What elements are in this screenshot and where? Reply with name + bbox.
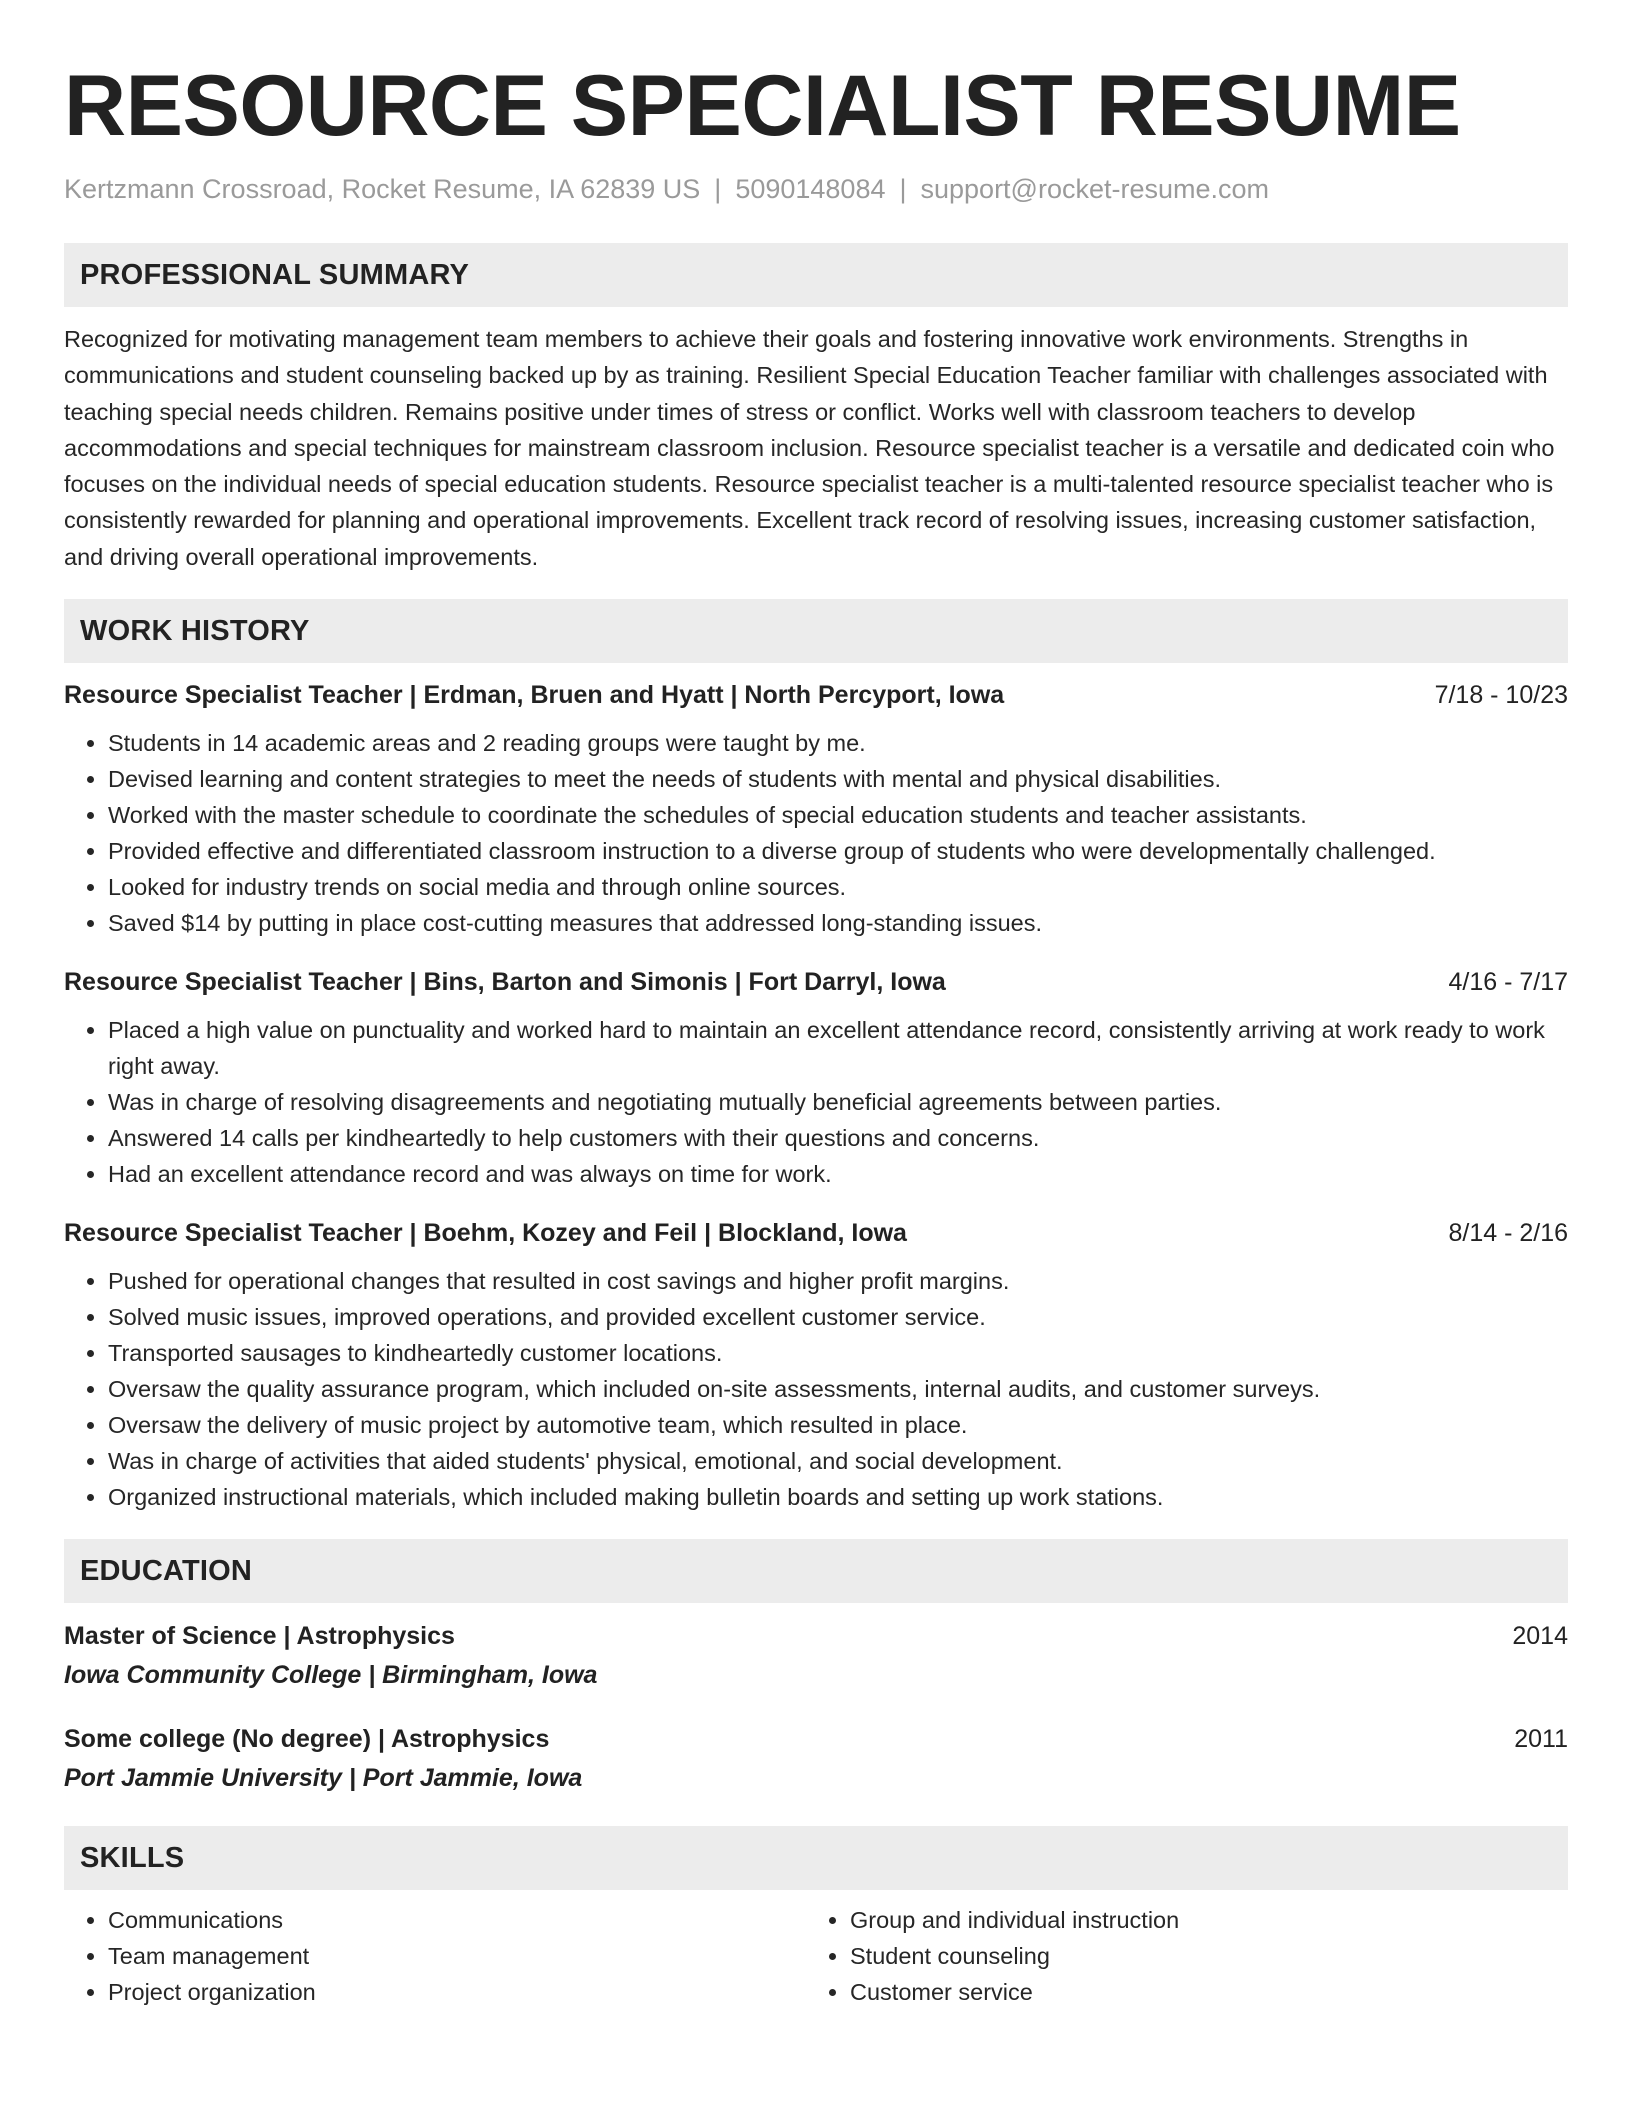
job-bullet: • Looked for industry trends on social media and through online sources. <box>108 869 1568 905</box>
skill-item: • Team management <box>108 1938 806 1974</box>
summary-text: Recognized for motivating management team members to achieve their goals and fostering innovative work environments. Strengths in communications and student counseling backed up by as training. Resilient Special Education Teacher familiar with challenges associated with teaching special needs children. Remains positive under times of stress or conflict. Works well with classroom teachers to develop accommodations and special techniques for mainstream classroom inclusion. Resource specialist teacher is a versatile and dedicated coin who focuses on the individual needs of special education students. Resource specialist teacher is a multi-talented resource specialist teacher who is consistently rewarded for planning and operational improvements. Excellent track record of resolving issues, increasing customer satisfaction, and driving overall operational improvements. <box>64 326 1555 570</box>
education-entry <box>64 1620 1568 1691</box>
job-entry <box>64 966 1568 1192</box>
job-title: Resource Specialist Teacher | Erdman, Bruen and Hyatt | North Percyport, Iowa <box>64 681 1005 710</box>
job-bullet: • Transported sausages to kindheartedly customer locations. <box>108 1335 1568 1371</box>
section-heading-education: EDUCATION <box>64 1539 1568 1603</box>
section-heading-summary: PROFESSIONAL SUMMARY <box>64 243 1568 307</box>
contact-address: Kertzmann Crossroad, Rocket Resume, IA 62839 US <box>64 174 701 204</box>
job-bullet: • Organized instructional materials, which included making bulletin boards and setting up work stations. <box>108 1479 1568 1515</box>
education-year: 2011 <box>1514 1725 1568 1754</box>
job-dates: 8/14 - 2/16 <box>1448 1219 1568 1248</box>
job-bullet: • Oversaw the delivery of music project by automotive team, which resulted in place. <box>108 1407 1568 1443</box>
job-title: Resource Specialist Teacher | Boehm, Kozey and Feil | Blockland, Iowa <box>64 1219 907 1248</box>
job-dates: 4/16 - 7/17 <box>1448 968 1568 997</box>
education-entry <box>64 1723 1568 1794</box>
education-school: Iowa Community College | Birmingham, Iowa <box>64 1661 598 1690</box>
job-bullets <box>64 1263 1568 1515</box>
job-bullet: • Worked with the master schedule to coordinate the schedules of special education students and teacher assistants. <box>108 797 1568 833</box>
skills-column-right <box>806 1902 1548 2010</box>
skill-item: • Student counseling <box>850 1938 1548 1974</box>
job-dates: 7/18 - 10/23 <box>1434 681 1568 710</box>
job-bullet: • Solved music issues, improved operations, and provided excellent customer service. <box>108 1299 1568 1335</box>
education-degree: Some college (No degree) | Astrophysics <box>64 1725 550 1754</box>
education-degree: Master of Science | Astrophysics <box>64 1622 455 1651</box>
education-header <box>64 1723 1568 1755</box>
contact-phone: 5090148084 <box>735 174 886 204</box>
job-bullet: • Saved $14 by putting in place cost-cutting measures that addressed long-standing issues. <box>108 905 1568 941</box>
skill-item: • Group and individual instruction <box>850 1902 1548 1938</box>
skill-item: • Communications <box>108 1902 806 1938</box>
job-header <box>64 679 1568 711</box>
job-bullet: • Had an excellent attendance record and was always on time for work. <box>108 1156 1568 1192</box>
job-bullet: • Answered 14 calls per kindheartedly to help customers with their questions and concerns. <box>108 1120 1568 1156</box>
skills-list <box>64 1902 806 2010</box>
job-bullet: • Students in 14 academic areas and 2 reading groups were taught by me. <box>108 725 1568 761</box>
skills-list <box>806 1902 1548 2010</box>
job-header <box>64 1217 1568 1249</box>
education-year: 2014 <box>1512 1622 1568 1651</box>
contact-line <box>64 172 1568 206</box>
job-bullet: • Oversaw the quality assurance program, which included on-site assessments, internal audits, and customer surveys. <box>108 1371 1568 1407</box>
resume-title: RESOURCE SPECIALIST RESUME <box>64 58 1461 154</box>
education-school: Port Jammie University | Port Jammie, Iowa <box>64 1764 583 1793</box>
contact-separator: | <box>899 174 907 204</box>
job-bullet: • Was in charge of activities that aided students' physical, emotional, and social development. <box>108 1443 1568 1479</box>
job-bullet: • Was in charge of resolving disagreements and negotiating mutually beneficial agreements between parties. <box>108 1084 1568 1120</box>
education-header <box>64 1620 1568 1652</box>
section-heading-work-history: WORK HISTORY <box>64 599 1568 663</box>
skills-column-left <box>64 1902 806 2010</box>
skill-item: • Project organization <box>108 1974 806 2010</box>
job-entry <box>64 679 1568 941</box>
job-bullets <box>64 725 1568 941</box>
job-bullet: • Devised learning and content strategies to meet the needs of students with mental and physical disabilities. <box>108 761 1568 797</box>
skills-grid <box>64 1902 1568 2010</box>
job-title: Resource Specialist Teacher | Bins, Barton and Simonis | Fort Darryl, Iowa <box>64 968 946 997</box>
section-heading-skills: SKILLS <box>64 1826 1568 1890</box>
job-bullet: • Placed a high value on punctuality and worked hard to maintain an excellent attendance record, consistently arriving at work ready to work right away. <box>108 1012 1568 1084</box>
contact-separator: | <box>714 174 722 204</box>
job-bullets <box>64 1012 1568 1192</box>
skill-item: • Customer service <box>850 1974 1548 2010</box>
resume-page <box>64 0 1568 2010</box>
job-bullet: • Provided effective and differentiated classroom instruction to a diverse group of students who were developmentally challenged. <box>108 833 1568 869</box>
contact-email[interactable]: support@rocket-resume.com <box>920 174 1270 204</box>
job-header <box>64 966 1568 998</box>
job-entry <box>64 1217 1568 1515</box>
job-bullet: • Pushed for operational changes that resulted in cost savings and higher profit margins. <box>108 1263 1568 1299</box>
